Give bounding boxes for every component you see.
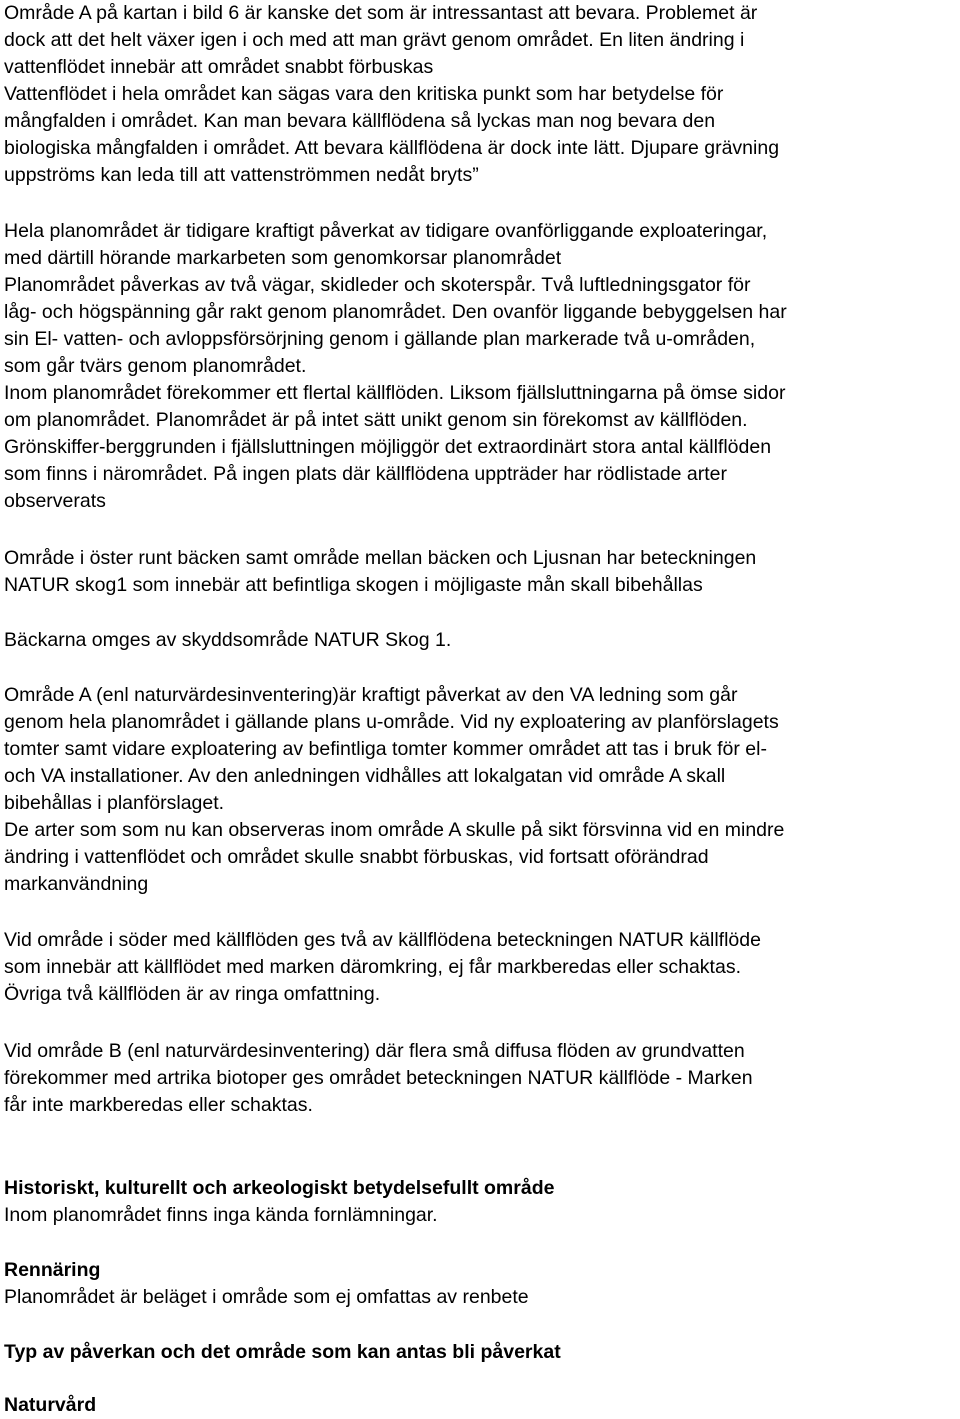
paragraph-line: bibehållas i planförslaget. [4, 792, 225, 814]
paragraph-line: dock att det helt växer igen i och med att man grävt genom området. En liten ändring i [4, 29, 745, 51]
paragraph-line: observerats [4, 490, 106, 512]
paragraph-line: mångfalden i området. Kan man bevara källflödena så lyckas man nog bevara den [4, 110, 716, 132]
paragraph-line: NATUR skog1 som innebär att befintliga skogen i möjligaste mån skall bibehållas [4, 574, 703, 596]
section-heading-nature: Naturvård [4, 1394, 97, 1416]
section-heading-reindeer: Rennäring [4, 1259, 101, 1281]
paragraph-line: som finns i närområdet. På ingen plats där källflödena uppträder har rödlistade arter [4, 463, 727, 485]
paragraph-line: får inte markberedas eller schaktas. [4, 1094, 313, 1116]
paragraph-line: och VA installationer. Av den anledningen vidhålles att lokalgatan vid område A skall [4, 765, 726, 787]
paragraph-line: Vattenflödet i hela området kan sägas vara den kritiska punkt som har betydelse för [4, 83, 724, 105]
section-text-historical: Inom planområdet finns inga kända fornlämningar. [4, 1204, 438, 1226]
paragraph-line: vattenflödet innebär att området snabbt förbuskas [4, 56, 434, 78]
paragraph-line: som går tvärs genom planområdet. [4, 355, 307, 377]
paragraph-line: som innebär att källflödet med marken däromkring, ej får markberedas eller schaktas. [4, 956, 741, 978]
paragraph-line: Område A på kartan i bild 6 är kanske det som är intressantast att bevara. Problemet är [4, 2, 758, 24]
paragraph-line: om planområdet. Planområdet är på intet sätt unikt genom sin förekomst av källflöden. [4, 409, 748, 431]
paragraph-line: Bäckarna omges av skyddsområde NATUR Skog 1. [4, 629, 452, 651]
section-heading-impact: Typ av påverkan och det område som kan antas bli påverkat [4, 1341, 561, 1363]
paragraph-line: Område A (enl naturvärdesinventering)är kraftigt påverkat av den VA ledning som går [4, 684, 738, 706]
paragraph-line: Vid område B (enl naturvärdesinventering) där flera små diffusa flöden av grundvatten [4, 1040, 745, 1062]
paragraph-line: Grönskiffer-berggrunden i fjällsluttningen möjliggör det extraordinärt stora antal källflöden [4, 436, 772, 458]
paragraph-line: med därtill hörande markarbeten som genomkorsar planområdet [4, 247, 562, 269]
paragraph-line: sin El- vatten- och avloppsförsörjning genom i gällande plan markerade två u-områden, [4, 328, 756, 350]
paragraph-line: låg- och högspänning går rakt genom planområdet. Den ovanför liggande bebyggelsen har [4, 301, 787, 323]
paragraph-line: markanvändning [4, 873, 149, 895]
paragraph-line: Inom planområdet förekommer ett flertal källflöden. Liksom fjällsluttningarna på ömse sidor [4, 382, 786, 404]
paragraph-line: Område i öster runt bäcken samt område mellan bäcken och Ljusnan har beteckningen [4, 547, 757, 569]
paragraph-line: Hela planområdet är tidigare kraftigt påverkat av tidigare ovanförliggande exploateringar, [4, 220, 768, 242]
section-heading-historical: Historiskt, kulturellt och arkeologiskt betydelsefullt område [4, 1177, 555, 1199]
paragraph-line: ändring i vattenflödet och området skulle snabbt förbuskas, vid fortsatt oförändrad [4, 846, 709, 868]
paragraph-line: genom hela planområdet i gällande plans u-område. Vid ny exploatering av planförslagets [4, 711, 779, 733]
paragraph-line: tomter samt vidare exploatering av befintliga tomter kommer området att tas i bruk för el- [4, 738, 767, 760]
paragraph-line: Övriga två källflöden är av ringa omfattning. [4, 983, 381, 1005]
paragraph-line: Vid område i söder med källflöden ges två av källflödena beteckningen NATUR källflöde [4, 929, 761, 951]
section-text-reindeer: Planområdet är beläget i område som ej omfattas av renbete [4, 1286, 529, 1308]
paragraph-line: förekommer med artrika biotoper ges området beteckningen NATUR källflöde - Marken [4, 1067, 753, 1089]
paragraph-line: biologiska mångfalden i området. Att bevara källflödena är dock inte lätt. Djupare grävning [4, 137, 780, 159]
paragraph-line: Planområdet påverkas av två vägar, skidleder och skoterspår. Två luftledningsgator för [4, 274, 751, 296]
paragraph-line: uppströms kan leda till att vattenströmmen nedåt bryts” [4, 164, 479, 186]
paragraph-line: De arter som som nu kan observeras inom område A skulle på sikt försvinna vid en mindre [4, 819, 785, 841]
